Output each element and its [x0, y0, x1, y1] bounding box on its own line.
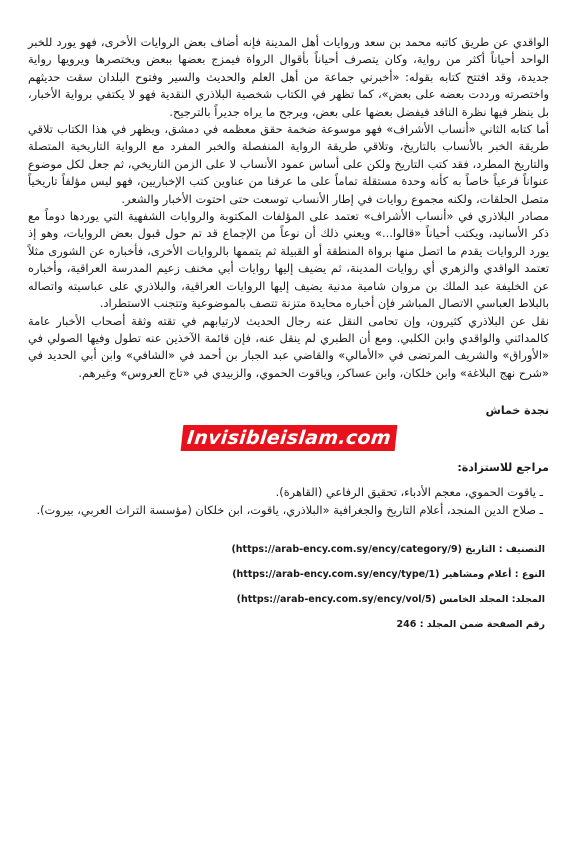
meta-type-link[interactable]: (https://arab-ency.com.sy/ency/type/1)	[232, 568, 440, 580]
meta-page	[28, 618, 545, 632]
meta-volume-label: المجلد: المجلد الخامس	[439, 593, 545, 605]
reference-item: ـ صلاح الدين المنجد، أعلام التاريخ والجغرافية «البلاذري، ياقوت، ابن خلكان (مؤسسة التراث العربي، بيروت).	[36, 502, 543, 517]
meta-volume-link[interactable]: (https://arab-ency.com.sy/ency/vol/5)	[236, 593, 436, 605]
body-paragraph: نقل عن البلاذري كثيرون، وإن تحامى النقل عنه رجال الحديث لارتيابهم في تقته وثقة أصحاب الأخبار عامة كالمدائني والواقدي وابن الكلبي. ومع أن الطبري لم ينقل عنه، فإن قائمة الآخذين عنه تطول وفيها الصولي في «الأوراق» والشريف المرتضى في «الأمالي» والقاضي عبد الجبار بن أحمد في «الشافي» وابن أبي الحديد في «شرح نهج البلاغة» وابن خلكان، وابن عساكر، وياقوت الحموي، والزبيدي في «تاج العروس» وغيرهم.	[28, 313, 549, 380]
meta-page-label: رقم الصفحة ضمن المجلد :	[419, 618, 545, 630]
reference-item: ـ ياقوت الحموي، معجم الأدباء، تحقيق الرفاعي (القاهرة).	[275, 485, 543, 500]
article-metadata	[28, 543, 549, 632]
meta-type	[28, 568, 545, 582]
body-paragraph: مصادر البلاذري في «أنساب الأشراف» تعتمد على المؤلفات المكتوبة والروايات الشفهية التي يوردها دوماً مع ذكر الأسانيد، ويكتب أحياناً «قالوا...» ويعني ذلك أن نوعاً من الإجماع قد تم حول قبول بعض الروايات، وهو إذ يورد الروايات يقدم ما اتصل منها برواة المنطقة أو القبيلة ثم يتممها بالروايات الأخرى، فأخباره عن الشورى مثلاً تعتمد الواقدي والزهري أي روايات المدينة، ثم يضيف إليها روايات أبي مخنف زعيم المدرسة العراقية، وأخباره عن الخليفة عبد الملك بن مروان شامية مدنية يضيف إليها الروايات العراقية، والبلاذري على عباسيته واتصاله بالبلاط العباسي الاتصال المباشر فإن أخباره محايدة متزنة تتصف بالموضوعية وتتجنب الاستطراد.	[28, 209, 549, 311]
meta-type-label: النوع : أعلام ومشاهير	[442, 568, 545, 580]
references-list	[28, 484, 549, 519]
meta-category	[28, 543, 545, 557]
body-paragraph: الواقدي عن طريق كاتبه محمد بن سعد وروايات أهل المدينة فإنه أضاف بعض الروايات الأخرى، فهو يورد للخبر الواحد أحياناً أكثر من رواية، وكان يتصرف أحياناً بأقوال الرواة فيمزج بعضها ببعض ويختصرها ويرويها رواية جديدة، وقد افتتح كتابه بقوله: «أخبرني جماعة من أهل العلم والحديث والسير وفتوح البلدان سقت حديثهم واختصرته ورددت بعضه على بعض»، كما تظهر في الكتاب شخصية البلاذري النقدية فهو لا يكتفي برواية الأخبار، بل ينظر فيها نظرة الناقد فيفضل بعضها على بعض، ويرجح ما يراه جديراً بالترجيح.	[28, 35, 549, 119]
watermark	[28, 425, 549, 455]
meta-category-label: التصنيف : التاريخ	[465, 543, 545, 555]
watermark-logo: Invisibleislam.com	[180, 425, 397, 451]
meta-volume	[28, 593, 545, 607]
meta-category-link[interactable]: (https://arab-ency.com.sy/ency/category/9)	[231, 543, 462, 555]
body-paragraph: أما كتابه الثاني «أنساب الأشراف» فهو موسوعة ضخمة حقق معظمه في دمشق، ويظهر في هذا الكتاب تلاقي طريقة الخبر بالأنساب بالتاريخ، وتلاقي طريقة الرواية المنفصلة والخبر المفرد مع الرواية التاريخية المتصلة والتاريخ المطرد، فقد كتب التاريخ ولكن على أساس عمود الأنساب لا على الزمن التاريخي، ثم جعل لكل موضوع عنواناً فرعياً خاصاً به كأنه وحدة مستقلة تماماً على ما عرفنا من عناوين كتب الإخباريين، فهو ليس مؤلفاً تاريخياً متصل الحلقات، ولكنه مجموع روايات في إطار الأنساب توسعت حتى احتوت الأخبار والشعر.	[28, 122, 549, 206]
references-title: مراجع للاستزادة:	[457, 461, 549, 475]
meta-page-number: 246	[396, 618, 417, 630]
author-name: نجدة خماش	[485, 404, 549, 418]
